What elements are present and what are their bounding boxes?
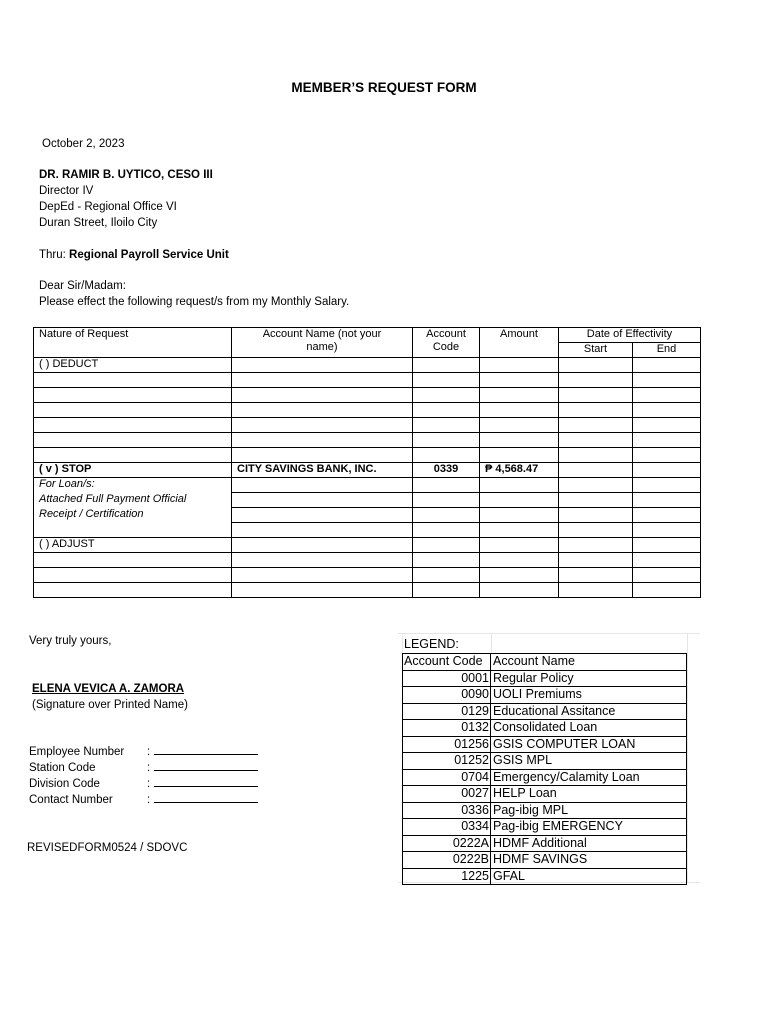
legend-row: 0704 Emergency/Calamity Loan xyxy=(403,769,687,786)
legend-row: 0334 Pag-ibig EMERGENCY xyxy=(403,819,687,836)
header-start: Start xyxy=(559,343,633,358)
request-table xyxy=(33,327,701,598)
legend-title: LEGEND: xyxy=(404,637,459,651)
legend-row: 0027 HELP Loan xyxy=(403,786,687,803)
stop-label: ( v ) STOP xyxy=(34,463,232,478)
addressee-address: Duran Street, Iloilo City xyxy=(39,217,158,229)
header-nature: Nature of Request xyxy=(34,328,232,358)
legend-row: 0336 Pag-ibig MPL xyxy=(403,802,687,819)
thru-prefix: Thru: xyxy=(39,249,66,261)
table-row xyxy=(34,568,701,583)
adjust-label: ( ) ADJUST xyxy=(34,538,232,553)
deduct-label: ( ) DEDUCT xyxy=(34,358,232,373)
legend-table xyxy=(402,653,687,885)
field-label: Station Code xyxy=(29,762,96,774)
table-row xyxy=(34,388,701,403)
legend-header-code: Account Code xyxy=(403,654,491,671)
contact-number-field[interactable]: Contact Number : xyxy=(29,792,258,806)
legend-row: 0129 Educational Assitance xyxy=(403,703,687,720)
legend-row: 01252 GSIS MPL xyxy=(403,753,687,770)
closing: Very truly yours, xyxy=(29,635,112,647)
blank-line[interactable] xyxy=(154,792,258,803)
legend-row: 0001 Regular Policy xyxy=(403,670,687,687)
table-row xyxy=(34,403,701,418)
field-label: Employee Number xyxy=(29,746,125,758)
stop-account-code: 0339 xyxy=(413,463,480,478)
employee-number-field[interactable]: Employee Number : xyxy=(29,744,258,758)
stop-account-name: CITY SAVINGS BANK, INC. xyxy=(232,463,413,478)
table-row xyxy=(34,373,701,388)
table-row xyxy=(34,493,701,508)
legend-row: 0222A HDMF Additional xyxy=(403,835,687,852)
station-code-field[interactable]: Station Code : xyxy=(29,760,258,774)
legend-header-name: Account Name xyxy=(491,654,687,671)
legend-row: 1225 GFAL xyxy=(403,868,687,885)
table-row xyxy=(34,508,701,523)
blank-line[interactable] xyxy=(154,760,258,771)
field-label: Division Code xyxy=(29,778,100,790)
table-row xyxy=(34,358,701,373)
blank-line[interactable] xyxy=(154,776,258,787)
header-amount: Amount xyxy=(480,328,559,358)
header-account-code: Account Code xyxy=(413,328,480,358)
table-row xyxy=(34,418,701,433)
thru-unit: Regional Payroll Service Unit xyxy=(69,249,229,261)
table-row xyxy=(34,433,701,448)
legend-row: 01256 GSIS COMPUTER LOAN xyxy=(403,736,687,753)
addressee-office: DepEd - Regional Office VI xyxy=(39,201,177,213)
loan-note-2: Attached Full Payment Official xyxy=(34,493,232,508)
signatory-caption: (Signature over Printed Name) xyxy=(32,699,188,711)
form-title: MEMBER’S REQUEST FORM xyxy=(291,80,477,95)
table-row xyxy=(34,538,701,553)
table-row xyxy=(34,463,701,478)
header-date-effectivity: Date of Effectivity xyxy=(559,328,701,343)
addressee-name: DR. RAMIR B. UYTICO, CESO III xyxy=(39,169,213,181)
legend-row: 0090 UOLI Premiums xyxy=(403,687,687,704)
table-row xyxy=(34,448,701,463)
stop-amount: ₱ 4,568.47 xyxy=(480,463,559,478)
thru-line xyxy=(39,247,229,263)
table-row xyxy=(34,583,701,598)
body-text: Please effect the following request/s from my Monthly Salary. xyxy=(39,296,350,308)
field-label: Contact Number xyxy=(29,794,113,806)
salutation: Dear Sir/Madam: xyxy=(39,280,126,292)
form-code: REVISEDFORM0524 / SDOVC xyxy=(27,842,188,854)
signatory-name: ELENA VEVICA A. ZAMORA xyxy=(32,683,185,695)
addressee-position: Director IV xyxy=(39,185,94,197)
legend-row: 0222B HDMF SAVINGS xyxy=(403,852,687,869)
loan-note-1: For Loan/s: xyxy=(34,478,232,493)
blank-line[interactable] xyxy=(154,744,258,755)
table-row xyxy=(34,553,701,568)
division-code-field[interactable]: Division Code : xyxy=(29,776,258,790)
header-end: End xyxy=(633,343,701,358)
header-account-name: Account Name (not your name) xyxy=(232,328,413,358)
loan-note-3: Receipt / Certification xyxy=(34,508,232,523)
letter-date: October 2, 2023 xyxy=(42,138,125,150)
table-row xyxy=(34,478,701,493)
legend-row: 0132 Consolidated Loan xyxy=(403,720,687,737)
table-row xyxy=(34,523,701,538)
